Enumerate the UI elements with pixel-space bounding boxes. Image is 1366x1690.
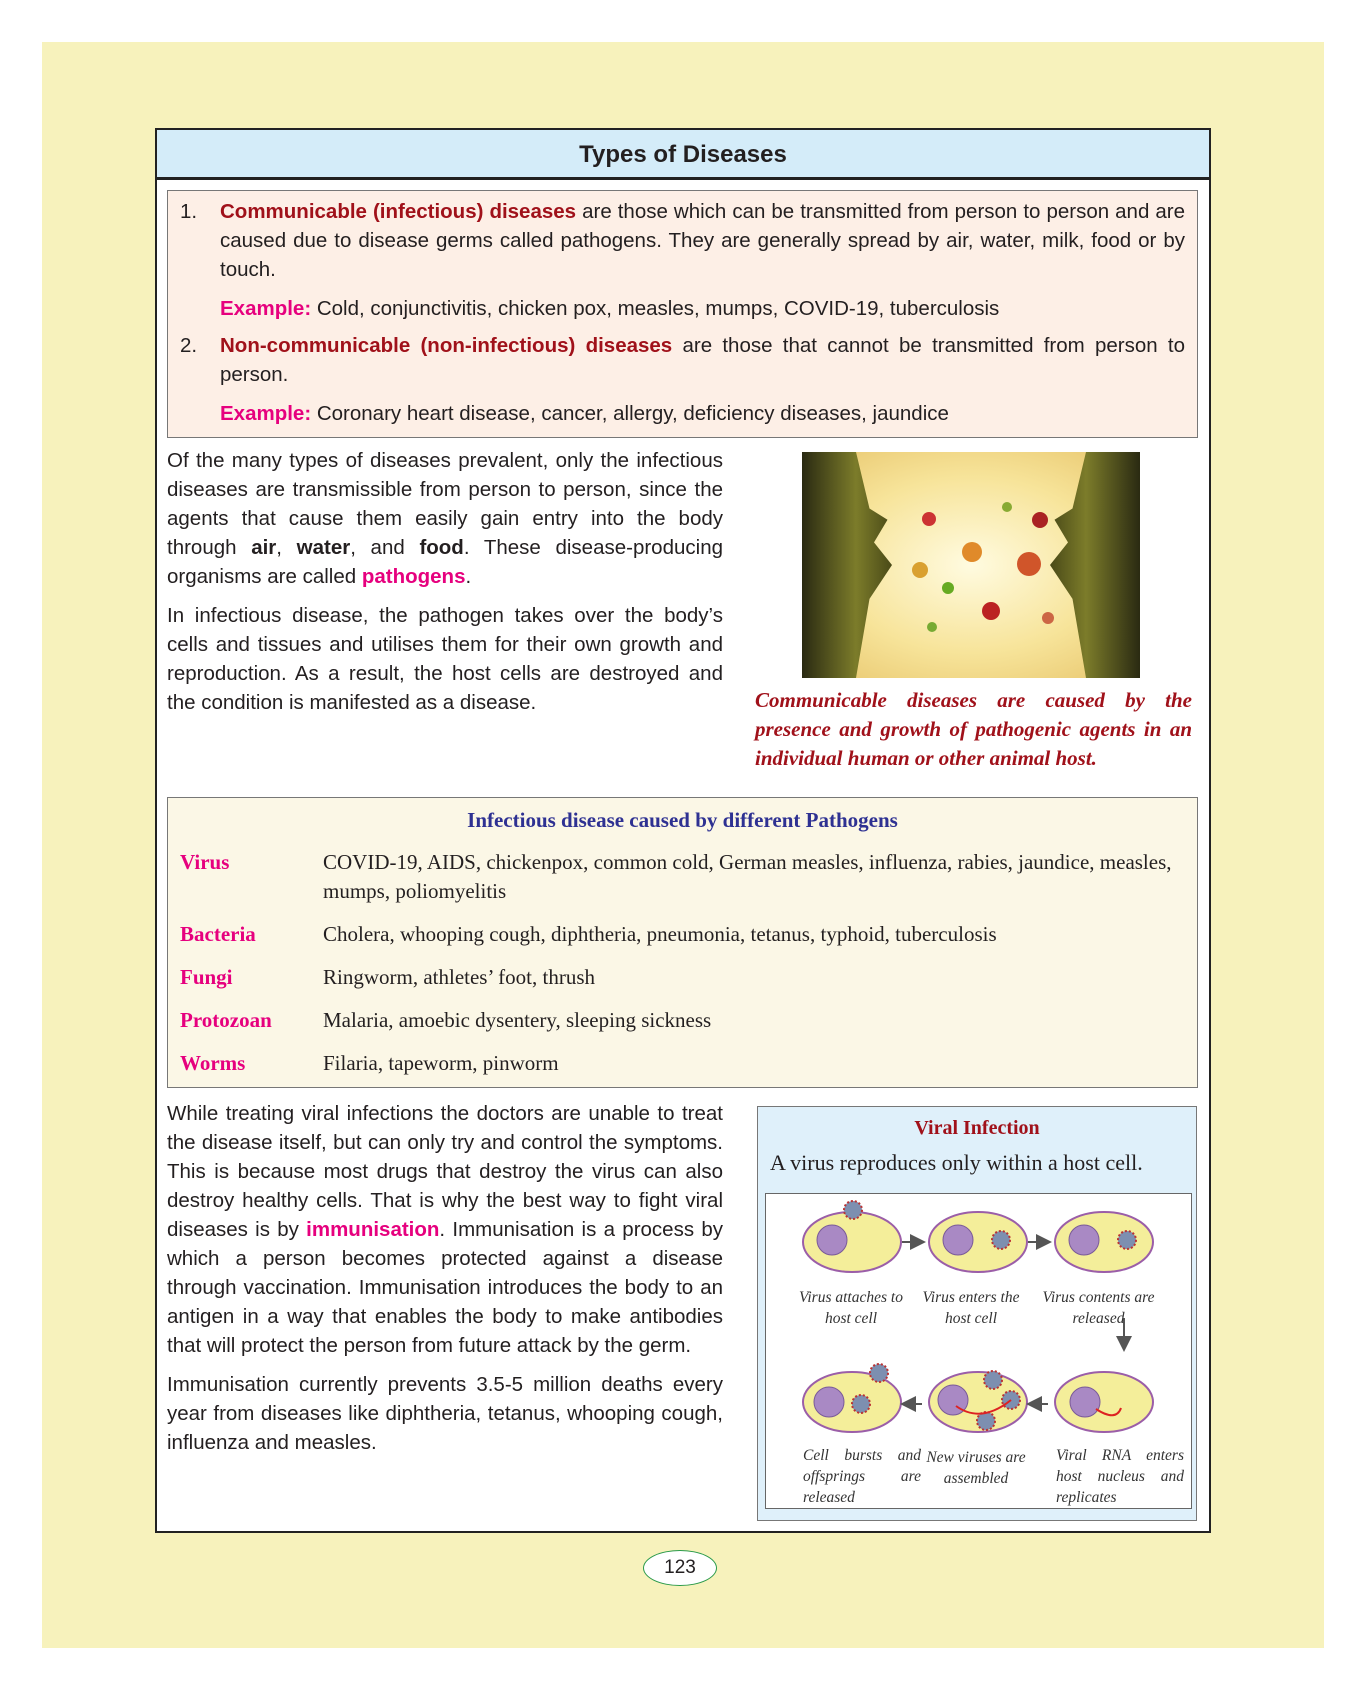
keyword-immunisation: immunisation	[306, 1218, 440, 1241]
table-row: Virus COVID-19, AIDS, chickenpox, common cold, German measles, influenza, rabies, jaundice, measles, mumps, poliomyelitis	[180, 850, 1172, 903]
viral-treatment-text	[167, 1099, 723, 1467]
list-item-communicable	[180, 197, 1185, 284]
keyword-pathogens: pathogens	[361, 565, 466, 588]
figure-caption: Communicable diseases are caused by the presence and growth of pathogenic agents in an individual human or other animal host.	[755, 688, 1192, 770]
term: Communicable (infectious) diseases	[220, 200, 577, 223]
intro-text	[167, 446, 723, 727]
paragraph: Immunisation currently prevents 3.5-5 million deaths every year from diseases like diphtheria, tetanus, whooping cough, influenza and measles.	[167, 1373, 723, 1454]
face-left	[802, 452, 892, 678]
example-label: Example:	[220, 297, 312, 320]
types-of-diseases-box	[167, 190, 1198, 438]
table-row: Fungi Ringworm, athletes’ foot, thrush	[180, 965, 595, 989]
step-caption: Cell bursts and offsprings are released	[803, 1447, 921, 1506]
item-number: 1.	[180, 200, 198, 223]
paragraph: Of the many types of diseases prevalent, only the infectious diseases are transmissible from person to person, since the agents that cause them easily gain entry into the body through air, water, and food. These disease-producing organisms are called pathogens.	[167, 449, 723, 588]
term: Non-communicable (non-infectious) diseases	[220, 334, 673, 357]
step-caption: Viral RNA enters host nucleus and replicates	[1056, 1447, 1184, 1506]
viral-cycle-diagram	[765, 1193, 1192, 1509]
item-number: 2.	[180, 334, 198, 357]
step-caption: Virus attaches to host cell	[799, 1289, 903, 1327]
face-right	[1050, 452, 1140, 678]
definition: are those which can be transmitted from person to person and are caused due to disease germs called pathogens. They are generally spread by air, water, milk, food or by touch.	[220, 200, 1185, 281]
table-title: Infectious disease caused by different Pathogens	[467, 808, 898, 832]
box-title: Viral Infection	[914, 1117, 1040, 1139]
example	[220, 399, 1185, 428]
table-row: Protozoan Malaria, amoebic dysentery, sleeping sickness	[180, 1008, 712, 1032]
definition: are those that cannot be transmitted from person to person.	[220, 334, 1186, 386]
table-row: Worms Filaria, tapeworm, pinworm	[180, 1051, 559, 1075]
step-caption: Virus enters the host cell	[922, 1289, 1020, 1327]
box-subtitle: A virus reproduces only within a host cell.	[770, 1150, 1143, 1175]
example-label: Example:	[220, 402, 312, 425]
paragraph: While treating viral infections the doctors are unable to treat the disease itself, but can only try and control the symptoms. This is because most drugs that destroy the virus can also destroy healthy cells. That is why the best way to fight viral diseases is by immunisation. Immunisation is a process by which a person becomes protected against a disease through vaccination. Immunisation introduces the body to an antigen in a way that enables the body to make antibodies that will protect the person from future attack by the germ.	[167, 1102, 723, 1357]
list-item-non-communicable	[180, 331, 1185, 389]
page-number: 123	[643, 1550, 717, 1586]
example	[220, 294, 1185, 323]
table-row: Bacteria Cholera, whooping cough, diphtheria, pneumonia, tetanus, typhoid, tuberculosis	[180, 922, 997, 946]
paragraph: In infectious disease, the pathogen takes over the body’s cells and tissues and utilises them for their own growth and reproduction. As a result, the host cells are destroyed and the condition is manifested as a disease.	[167, 604, 723, 714]
pathogens-illustration	[802, 452, 1140, 678]
example-text: Cold, conjunctivitis, chicken pox, measles, mumps, COVID-19, tuberculosis	[311, 297, 1000, 320]
pathogens-table	[167, 797, 1198, 1088]
page-title: Types of Diseases	[157, 130, 1209, 180]
viral-infection-box	[757, 1106, 1197, 1521]
step-caption: Virus contents are released	[1042, 1289, 1155, 1327]
step-caption: New viruses are assembled	[926, 1449, 1026, 1487]
example-text: Coronary heart disease, cancer, allergy, deficiency diseases, jaundice	[311, 402, 949, 425]
